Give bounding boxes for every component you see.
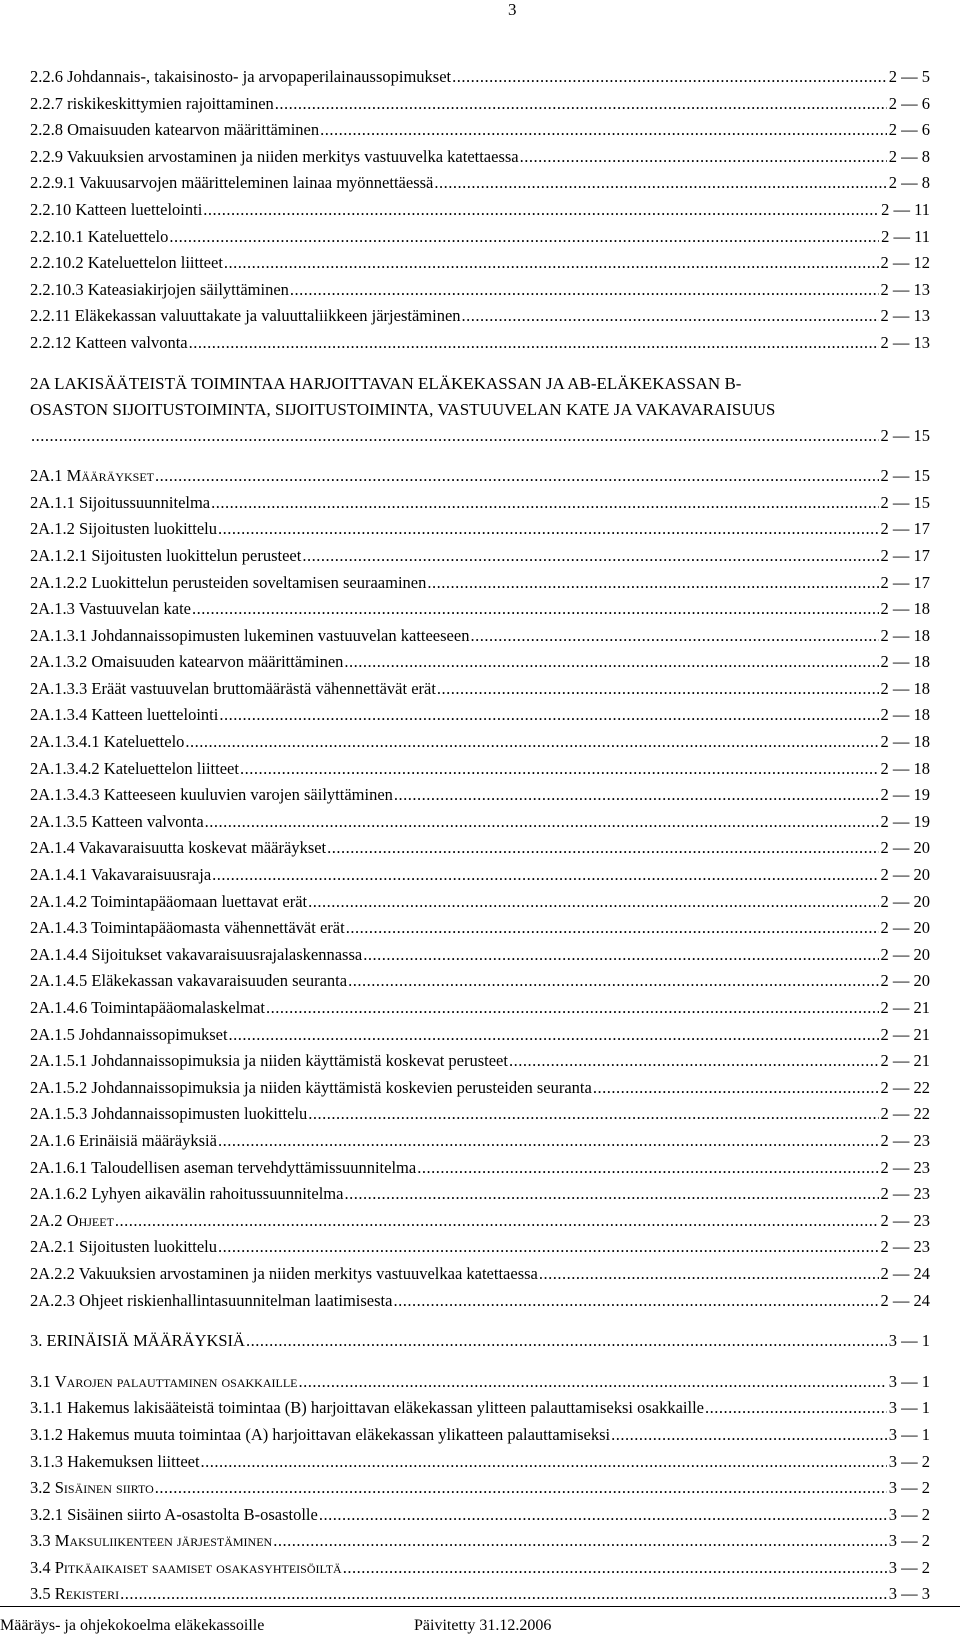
toc-entry[interactable] xyxy=(30,968,930,995)
toc-entry[interactable] xyxy=(30,889,930,916)
toc-page-number: 2 — 24 xyxy=(880,1290,930,1310)
toc-entry-label: 2A.2.1 Sijoitusten luokittelu xyxy=(30,1237,218,1257)
toc-page-number: 2 — 15 xyxy=(880,466,930,486)
toc-entry[interactable] xyxy=(30,649,930,676)
toc-page-number: 2 — 19 xyxy=(880,811,930,831)
toc-entry[interactable] xyxy=(30,862,930,889)
toc-page-number: 2 — 23 xyxy=(880,1237,930,1257)
toc-entry-label: 2A.1.2 Sijoitusten luokittelu xyxy=(30,519,218,539)
toc-entry-label: 3. ERINÄISIÄ MÄÄRÄYKSIÄ xyxy=(30,1331,245,1351)
toc-entry[interactable] xyxy=(30,64,930,91)
page-footer xyxy=(0,1606,960,1634)
toc-heading-3[interactable] xyxy=(30,1328,930,1355)
dot-leader xyxy=(212,862,878,889)
toc-page-number: 3 — 1 xyxy=(888,1424,930,1444)
dot-leader xyxy=(219,702,878,729)
dot-leader xyxy=(346,915,879,942)
toc-entry-number: 3.2 xyxy=(30,1478,55,1498)
toc-entry[interactable] xyxy=(30,1555,930,1582)
toc-entry-label: 2A.1.6.2 Lyhyen aikavälin rahoitussuunnitelma xyxy=(30,1184,344,1204)
dot-leader xyxy=(302,543,878,570)
toc-entry-label: 2A.1.3.4.2 Kateluettelon liitteet xyxy=(30,758,239,778)
toc-page-number: 2 — 22 xyxy=(880,1077,930,1097)
toc-entry-label: 2A.1.4.4 Sijoitukset vakavaraisuusrajalaskennassa xyxy=(30,944,363,964)
toc-page-number: 2 — 18 xyxy=(880,678,930,698)
dot-leader xyxy=(218,516,878,543)
toc-entry[interactable] xyxy=(30,915,930,942)
toc-entry-label: 2A.2.2 Vakuuksien arvostaminen ja niiden merkitys vastuuvelkaa katettaessa xyxy=(30,1263,538,1283)
toc-page-number: 2 — 22 xyxy=(880,1104,930,1124)
dot-leader xyxy=(308,1101,878,1128)
toc-entry-label: 2A.1.3.2 Omaisuuden katearvon määrittäminen xyxy=(30,652,344,672)
toc-entry-label: 2.2.10.2 Kateluettelon liitteet xyxy=(30,253,223,273)
toc-page-number: 3 — 2 xyxy=(888,1478,930,1498)
toc-entry[interactable] xyxy=(30,835,930,862)
dot-leader xyxy=(205,809,879,836)
toc-entry[interactable] xyxy=(30,1369,930,1396)
toc-page-number: 2 — 15 xyxy=(880,492,930,512)
toc-entry-label: 2.2.10.1 Kateluettelo xyxy=(30,226,169,246)
toc-entry[interactable] xyxy=(30,702,930,729)
dot-leader xyxy=(192,596,879,623)
toc-entry-label: 2A.1.4.3 Toimintapääomasta vähennettävät erät xyxy=(30,918,345,938)
toc-entry-label: 2A.1.5 Johdannaissopimukset xyxy=(30,1024,228,1044)
dot-leader xyxy=(201,1449,887,1476)
dot-leader xyxy=(155,1475,887,1502)
toc-entry[interactable] xyxy=(30,623,930,650)
toc-entry[interactable] xyxy=(30,490,930,517)
toc-page-number: 2 — 21 xyxy=(880,998,930,1017)
section-gap xyxy=(30,357,930,371)
dot-leader xyxy=(275,91,887,118)
dot-leader xyxy=(273,1528,887,1555)
footer-updated-date: Päivitetty 31.12.2006 xyxy=(414,1617,552,1634)
heading-2a-line2: OSASTON SIJOITUSTOIMINTA, SIJOITUSTOIMINTA, VASTUUVELAN KATE JA VAKAVARAISUUS xyxy=(30,399,776,419)
toc-entry[interactable] xyxy=(30,1101,930,1128)
toc-entry-title: Ohjeet xyxy=(66,1210,114,1230)
toc-page-number: 2 — 8 xyxy=(888,173,930,193)
toc-entry[interactable] xyxy=(30,596,930,623)
toc-entry-title: Maksuliikenteen järjestäminen xyxy=(54,1531,273,1551)
toc-entry-number: 3.3 xyxy=(30,1531,55,1551)
toc-entry[interactable] xyxy=(30,676,930,703)
toc-entry-label: 2.2.12 Katteen valvonta xyxy=(30,332,188,352)
toc-entry-label: 2A.1.4 Vakavaraisuutta koskevat määräykset xyxy=(30,838,327,858)
toc-entry-label xyxy=(30,1528,272,1555)
dot-leader xyxy=(229,1022,879,1049)
toc-page-number: 2 — 20 xyxy=(880,891,930,911)
dot-leader xyxy=(299,1369,887,1396)
dot-leader xyxy=(611,1422,887,1449)
toc-entry[interactable] xyxy=(30,197,930,224)
toc-entry-label: 3.1.1 Hakemus lakisääteistä toimintaa (B) harjoittavan eläkekassan ylitteen palauttamiseksi osakkaille xyxy=(30,1398,705,1418)
toc-entry-label: 2A.1.1 Sijoitussuunnitelma xyxy=(30,492,211,512)
dot-leader xyxy=(470,623,878,650)
toc-page-number: 2 — 21 xyxy=(880,1051,930,1071)
toc-entry-label: 2.2.9 Vakuuksien arvostaminen ja niiden merkitys vastuuvelka katettaessa xyxy=(30,146,519,166)
toc-entry[interactable] xyxy=(30,942,930,969)
toc-page-number: 2 — 20 xyxy=(880,838,930,858)
toc-page-number: 2 — 18 xyxy=(880,758,930,778)
toc-entry[interactable] xyxy=(30,330,930,357)
toc-entry-title: Määräykset xyxy=(66,466,155,486)
dot-leader xyxy=(120,1581,887,1608)
toc-page-number: 2 — 17 xyxy=(880,572,930,592)
toc-page-number: 2 — 11 xyxy=(881,199,930,219)
toc-entry-title: Sisäinen siirto xyxy=(54,1478,154,1498)
toc-entry[interactable] xyxy=(30,91,930,118)
toc-heading-2a[interactable] xyxy=(30,371,930,450)
toc-entry[interactable] xyxy=(30,543,930,570)
heading-2a-page-row xyxy=(30,423,930,450)
toc-entry-label: 2A.1.3.1 Johdannaissopimusten lukeminen vastuuvelan katteeseen xyxy=(30,625,470,645)
toc-entry-title: Varojen palauttaminen osakkaille xyxy=(54,1371,298,1391)
toc-entry-label: 2A.1.3.4.3 Katteeseen kuuluvien varojen säilyttäminen xyxy=(30,785,393,805)
page-number: 3 xyxy=(508,0,517,19)
toc-entry[interactable] xyxy=(30,1075,930,1102)
toc-entry-label xyxy=(30,1475,154,1502)
toc-entry[interactable] xyxy=(30,144,930,171)
toc-entry-label: 3.1.3 Hakemuksen liitteet xyxy=(30,1451,200,1471)
toc-page-number: 2 — 24 xyxy=(880,1263,930,1283)
dot-leader xyxy=(320,117,887,144)
toc-page-number: 2 — 23 xyxy=(880,1157,930,1177)
dot-leader xyxy=(169,224,879,251)
toc-page-number: 2 — 18 xyxy=(880,625,930,645)
dot-leader xyxy=(393,1288,878,1315)
toc-entry-label: 2A.1.4.5 Eläkekassan vakavaraisuuden seuranta xyxy=(30,971,348,991)
toc-entry[interactable] xyxy=(30,995,930,1022)
toc-section-2-2 xyxy=(30,64,930,357)
dot-leader xyxy=(246,1328,887,1355)
toc-entry-label: 2.2.9.1 Vakuusarvojen määritteleminen lainaa myönnettäessä xyxy=(30,173,434,193)
toc-entry-number: 3.1 xyxy=(30,1371,55,1391)
toc-entry[interactable] xyxy=(30,729,930,756)
dot-leader xyxy=(593,1075,879,1102)
toc-entry-label xyxy=(30,1581,119,1608)
dot-leader xyxy=(185,729,878,756)
heading-2a-line1: 2A LAKISÄÄTEISTÄ TOIMINTAA HARJOITTAVAN ELÄKEKASSAN JA AB-ELÄKEKASSAN B- xyxy=(30,373,742,393)
dot-leader xyxy=(427,570,878,597)
toc-page-number: 2 — 17 xyxy=(880,519,930,539)
dot-leader xyxy=(344,1181,878,1208)
toc-entry-label: 2A.1.6.1 Taloudellisen aseman tervehdyttämissuunnitelma xyxy=(30,1157,417,1177)
toc-page-number: 2 — 13 xyxy=(880,279,930,299)
toc-entry-number: 2A.1 xyxy=(30,466,67,486)
toc-entry[interactable] xyxy=(30,570,930,597)
toc-entry-label: 2.2.11 Eläkekassan valuuttakate ja valuuttaliikkeen järjestäminen xyxy=(30,306,461,326)
toc-entry-label xyxy=(30,1208,114,1235)
toc-entry-label: 2.2.7 riskikeskittymien rajoittaminen xyxy=(30,93,274,113)
toc-entry[interactable] xyxy=(30,1048,930,1075)
dot-leader xyxy=(319,1502,887,1529)
toc-page-number: 2 — 20 xyxy=(880,865,930,885)
toc-page-number: 2 — 23 xyxy=(880,1184,930,1204)
dot-leader xyxy=(705,1395,887,1422)
toc-page-number: 2 — 8 xyxy=(888,146,930,166)
toc-page-number: 3 — 2 xyxy=(888,1451,930,1471)
toc-entry[interactable] xyxy=(30,1449,930,1476)
toc-entry-label: 2A.1.4.6 Toimintapääomalaskelmat xyxy=(30,998,265,1017)
dot-leader xyxy=(308,889,878,916)
toc-page-number: 2 — 13 xyxy=(880,306,930,326)
toc-entry-label: 2A.1.3.4.1 Kateluettelo xyxy=(30,732,185,752)
toc-entry[interactable] xyxy=(30,170,930,197)
toc-entry-label: 2.2.10.3 Kateasiakirjojen säilyttäminen xyxy=(30,279,289,299)
toc-entry[interactable] xyxy=(30,1422,930,1449)
toc-entry-label: 2A.1.3 Vastuuvelan kate xyxy=(30,599,191,619)
toc-page-number: 2 — 11 xyxy=(881,226,930,246)
toc-page-number: 2 — 18 xyxy=(880,599,930,619)
dot-leader xyxy=(327,835,878,862)
toc-entry[interactable] xyxy=(30,782,930,809)
dot-leader xyxy=(266,995,879,1022)
toc-entry-label: 2A.1.3.3 Eräät vastuuvelan bruttomäärästä vähennettävät erät xyxy=(30,678,436,698)
toc-entry[interactable] xyxy=(30,1234,930,1261)
dot-leader xyxy=(343,1555,887,1582)
dot-leader xyxy=(509,1048,879,1075)
toc-entry-label: 2A.1.2.1 Sijoitusten luokittelun perusteet xyxy=(30,545,302,565)
toc-page-number: 2 — 18 xyxy=(880,652,930,672)
toc-page-number: 2 — 17 xyxy=(880,545,930,565)
toc-page-number: 2 — 21 xyxy=(880,1024,930,1044)
section-gap xyxy=(30,1314,930,1328)
dot-leader xyxy=(462,303,879,330)
dot-leader xyxy=(155,463,878,490)
toc-page-number: 2 — 15 xyxy=(880,425,930,445)
toc-entry[interactable] xyxy=(30,1261,930,1288)
toc-entry-number: 3.4 xyxy=(30,1557,55,1577)
toc-entry[interactable] xyxy=(30,250,930,277)
toc-page-number: 2 — 6 xyxy=(888,93,930,113)
dot-leader xyxy=(290,277,879,304)
toc-entry[interactable] xyxy=(30,1475,930,1502)
toc-entry[interactable] xyxy=(30,756,930,783)
toc-page-number: 2 — 20 xyxy=(880,918,930,938)
dot-leader xyxy=(344,649,878,676)
toc-entry-label: 3.1.2 Hakemus muuta toimintaa (A) harjoittavan eläkekassan ylikatteen palauttamiseksi xyxy=(30,1424,611,1444)
toc-entry-label: 2A.1.4.2 Toimintapääomaan luettavat erät xyxy=(30,891,308,911)
toc-page-number: 2 — 12 xyxy=(880,253,930,273)
toc-entry[interactable] xyxy=(30,1181,930,1208)
toc-page-number: 2 — 23 xyxy=(880,1130,930,1150)
toc-entry[interactable] xyxy=(30,1022,930,1049)
toc-entry-label: 2A.1.5.1 Johdannaissopimuksia ja niiden käyttämistä koskevat perusteet xyxy=(30,1051,508,1071)
dot-leader xyxy=(394,782,879,809)
toc-entry-label xyxy=(30,1555,342,1582)
toc-entry-number: 2A.2 xyxy=(30,1210,67,1230)
toc-entry-label: 3.2.1 Sisäinen siirto A-osastolta B-osastolle xyxy=(30,1504,318,1524)
toc-page-number: 3 — 1 xyxy=(888,1398,930,1418)
toc-entry-label: 2A.1.5.2 Johdannaissopimuksia ja niiden käyttämistä koskevien perusteiden seuranta xyxy=(30,1077,592,1097)
toc-page-number: 2 — 23 xyxy=(880,1210,930,1230)
dot-leader xyxy=(437,676,879,703)
toc-entry-title: Pitkäaikaiset saamiset osakasyhteisöiltä xyxy=(54,1557,342,1577)
toc-page-number: 2 — 13 xyxy=(880,332,930,352)
toc-entry-label: 2A.1.3.4 Katteen luettelointi xyxy=(30,705,219,725)
toc-page-number: 2 — 19 xyxy=(880,785,930,805)
toc-page-number: 2 — 18 xyxy=(880,705,930,725)
dot-leader xyxy=(417,1155,878,1182)
toc-entry[interactable] xyxy=(30,1502,930,1529)
toc-entry-label: 2A.2.3 Ohjeet riskienhallintasuunnitelman laatimisesta xyxy=(30,1290,393,1310)
toc-entry[interactable] xyxy=(30,1155,930,1182)
section-gap xyxy=(30,1355,930,1369)
toc-page-number: 2 — 20 xyxy=(880,944,930,964)
toc-page-number: 3 — 1 xyxy=(888,1331,930,1351)
toc-entry[interactable] xyxy=(30,117,930,144)
toc-page-number: 2 — 5 xyxy=(888,67,930,86)
toc-section-3 xyxy=(30,1369,930,1608)
dot-leader xyxy=(218,1234,878,1261)
dot-leader xyxy=(348,968,878,995)
toc-entry[interactable] xyxy=(30,1395,930,1422)
dot-leader xyxy=(240,756,879,783)
toc-entry-label: 2A.1.2.2 Luokittelun perusteiden soveltamisen seuraaminen xyxy=(30,572,427,592)
toc-page-number: 3 — 2 xyxy=(888,1504,930,1524)
toc-entry[interactable] xyxy=(30,1528,930,1555)
dot-leader xyxy=(452,64,887,91)
toc-entry[interactable] xyxy=(30,224,930,251)
toc-entry-label: 2A.1.5.3 Johdannaissopimusten luokittelu xyxy=(30,1104,308,1124)
dot-leader xyxy=(520,144,887,171)
dot-leader xyxy=(115,1208,879,1235)
toc-entry-label xyxy=(30,1369,298,1396)
toc-entry-label: 2.2.10 Katteen luettelointi xyxy=(30,199,203,219)
toc-entry[interactable] xyxy=(30,1581,930,1608)
toc-entry[interactable] xyxy=(30,516,930,543)
toc-entry-label: 2A.1.6 Erinäisiä määräyksiä xyxy=(30,1130,217,1150)
section-gap xyxy=(30,449,930,463)
toc-page-number: 3 — 2 xyxy=(888,1557,930,1577)
dot-leader xyxy=(211,490,878,517)
toc-entry-label: 2.2.6 Johdannais-, takaisinosto- ja arvopaperilainaussopimukset xyxy=(30,67,452,86)
dot-leader xyxy=(189,330,879,357)
toc-section-2a xyxy=(30,463,930,1314)
dot-leader xyxy=(203,197,879,224)
toc-page-number: 2 — 6 xyxy=(888,120,930,140)
toc-entry[interactable] xyxy=(30,1128,930,1155)
toc-entry[interactable] xyxy=(30,809,930,836)
toc-entry-label: 2A.1.4.1 Vakavaraisuusraja xyxy=(30,865,212,885)
toc-entry-title: Rekisteri xyxy=(54,1584,120,1604)
footer-title: Määräys- ja ohjekokoelma eläkekassoille xyxy=(0,1617,265,1634)
toc-page-number: 2 — 20 xyxy=(880,971,930,991)
toc-entry-label: 2.2.8 Omaisuuden katearvon määrittäminen xyxy=(30,120,320,140)
dot-leader xyxy=(224,250,879,277)
dot-leader xyxy=(434,170,886,197)
toc-entry[interactable] xyxy=(30,463,930,490)
toc-page-number: 3 — 3 xyxy=(888,1584,930,1604)
toc-entry-label xyxy=(30,463,154,490)
dot-leader xyxy=(31,423,879,450)
toc-entry-number: 3.5 xyxy=(30,1584,55,1604)
table-of-contents xyxy=(30,64,930,1608)
toc-page-number: 2 — 18 xyxy=(880,732,930,752)
toc-page-number: 3 — 1 xyxy=(888,1371,930,1391)
dot-leader xyxy=(363,942,878,969)
toc-page-number: 3 — 2 xyxy=(888,1531,930,1551)
dot-leader xyxy=(539,1261,879,1288)
toc-entry[interactable] xyxy=(30,1288,930,1315)
toc-entry-label: 2A.1.3.5 Katteen valvonta xyxy=(30,811,204,831)
toc-entry[interactable] xyxy=(30,1208,930,1235)
dot-leader xyxy=(218,1128,879,1155)
toc-entry[interactable] xyxy=(30,277,930,304)
toc-entry[interactable] xyxy=(30,303,930,330)
